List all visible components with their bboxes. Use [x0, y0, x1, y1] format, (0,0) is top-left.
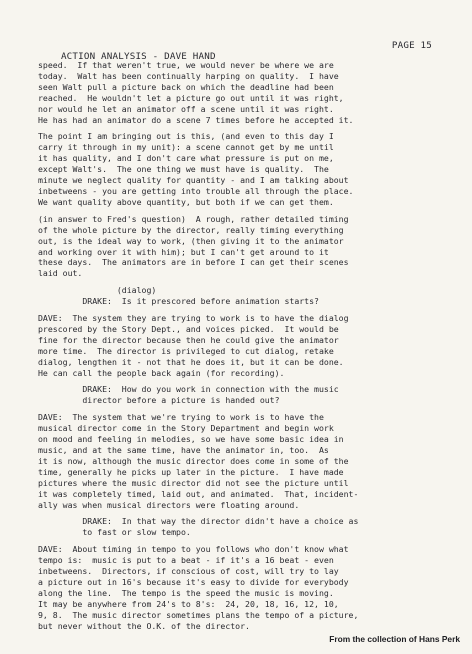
text-line: He has had an animator do a scene 7 times before he accepted it.	[38, 114, 354, 125]
paragraph	[38, 412, 438, 510]
text-line: it was completely timed, laid out, and animated. That, incident-	[38, 488, 359, 499]
text-line: (dialog)	[38, 285, 157, 296]
text-line: these days. The animators are in before I can get their scenes	[38, 257, 349, 268]
text-line: speed. If that weren't true, we would never be where we are	[38, 60, 334, 70]
paragraph	[38, 60, 438, 125]
text-line: it has quality, and I don't care what pressure is put on me,	[38, 153, 334, 164]
text-line: inbetweens - you are getting into trouble all through the place.	[38, 185, 354, 196]
header-title: ACTION ANALYSIS - DAVE HAND	[60, 51, 216, 62]
paragraph	[38, 285, 438, 307]
text-line: prescored by the Story Dept., and voices picked. It would be	[38, 323, 339, 334]
text-line: dialog, lengthen it - not that he does it, but it can be done.	[38, 356, 344, 367]
text-line: We want quality above quantity, but both if we can get them.	[38, 196, 334, 207]
text-line: DRAKE: How do you work in connection with the music	[38, 384, 339, 395]
text-line: fine for the director because then he could give the animator	[38, 334, 339, 345]
paragraph	[38, 516, 438, 538]
text-line: nor would he let an animator off a scene until it was right.	[38, 103, 334, 114]
text-line: it is now, although the music director does come in some of the	[38, 455, 349, 466]
text-line: on mood and feeling in melodies, so we have some basic idea in	[38, 434, 344, 445]
collection-credit: From the collection of Hans Perk	[329, 634, 460, 644]
text-line: seen Walt pull a picture back on which the deadline had been	[38, 81, 334, 92]
text-line: a picture out in 16's because it's easy to divide for everybody	[38, 576, 349, 587]
text-line: but never without the O.K. of the director.	[38, 620, 250, 631]
paragraph	[38, 131, 438, 207]
text-line: of the whole picture by the director, really timing everything	[38, 224, 344, 235]
text-line: DAVE: The system that we're trying to work is to have the	[38, 412, 324, 423]
text-line: pictures where the music director did not see the picture until	[38, 477, 349, 488]
paragraph	[38, 313, 438, 378]
text-line: DRAKE: In that way the director didn't have a choice as	[38, 516, 359, 527]
text-line: out, is the ideal way to work, (then giving it to the animator	[38, 235, 344, 246]
paragraph	[38, 384, 438, 406]
text-line: except Walt's. The one thing we must have is quality. The	[38, 164, 329, 175]
text-line: DAVE: About timing in tempo to you follows who don't know what	[38, 544, 349, 555]
text-line: today. Walt has been continually harping on quality. I have	[38, 70, 339, 81]
text-line: carry it through in my unit): a scene cannot get by me until	[38, 142, 334, 153]
paragraph	[38, 214, 438, 279]
text-line: director before a picture is handed out?	[38, 395, 280, 406]
text-line: laid out.	[38, 268, 83, 279]
paragraph	[38, 544, 438, 631]
text-line: inbetweens. Directors, if conscious of cost, will try to lay	[38, 566, 339, 577]
text-line: It may be anywhere from 24's to 8's: 24, 20, 18, 16, 12, 10,	[38, 598, 339, 609]
text-line: The point I am bringing out is this, (and even to this day I	[38, 131, 334, 142]
text-line: DAVE: The system they are trying to work is to have the dialog	[38, 313, 349, 324]
page-number: PAGE 15	[391, 40, 432, 51]
text-line: minute we neglect quality for quantity - and I am talking about	[38, 175, 349, 186]
text-line: and working over it with him); but I can't get around to it	[38, 246, 329, 257]
text-line: He can call the people back again (for recording).	[38, 367, 285, 378]
text-line: to fast or slow tempo.	[38, 527, 191, 538]
text-line: music, and at the same time, have the animator in, too. As	[38, 445, 329, 455]
text-line: 9, 8. The music director sometimes plans the tempo of a picture,	[38, 609, 359, 620]
text-line: reached. He wouldn't let a picture go out until it was right,	[38, 92, 344, 103]
text-line: (in answer to Fred's question) A rough, rather detailed timing	[38, 213, 349, 224]
text-line: time, generally he picks up later in the picture. I have made	[38, 466, 344, 477]
text-line: DRAKE: Is it prescored before animation starts?	[38, 296, 319, 307]
document-body	[38, 60, 438, 638]
text-line: musical director come in the Story Department and begin work	[38, 423, 334, 434]
text-line: ally was when musical directors were floating around.	[38, 499, 300, 510]
text-line: more time. The director is privileged to cut dialog, retake	[38, 345, 334, 356]
text-line: tempo is: music is put to a beat - if it's a 16 beat - even	[38, 555, 334, 566]
text-line: along the line. The tempo is the speed the music is moving.	[38, 587, 334, 598]
